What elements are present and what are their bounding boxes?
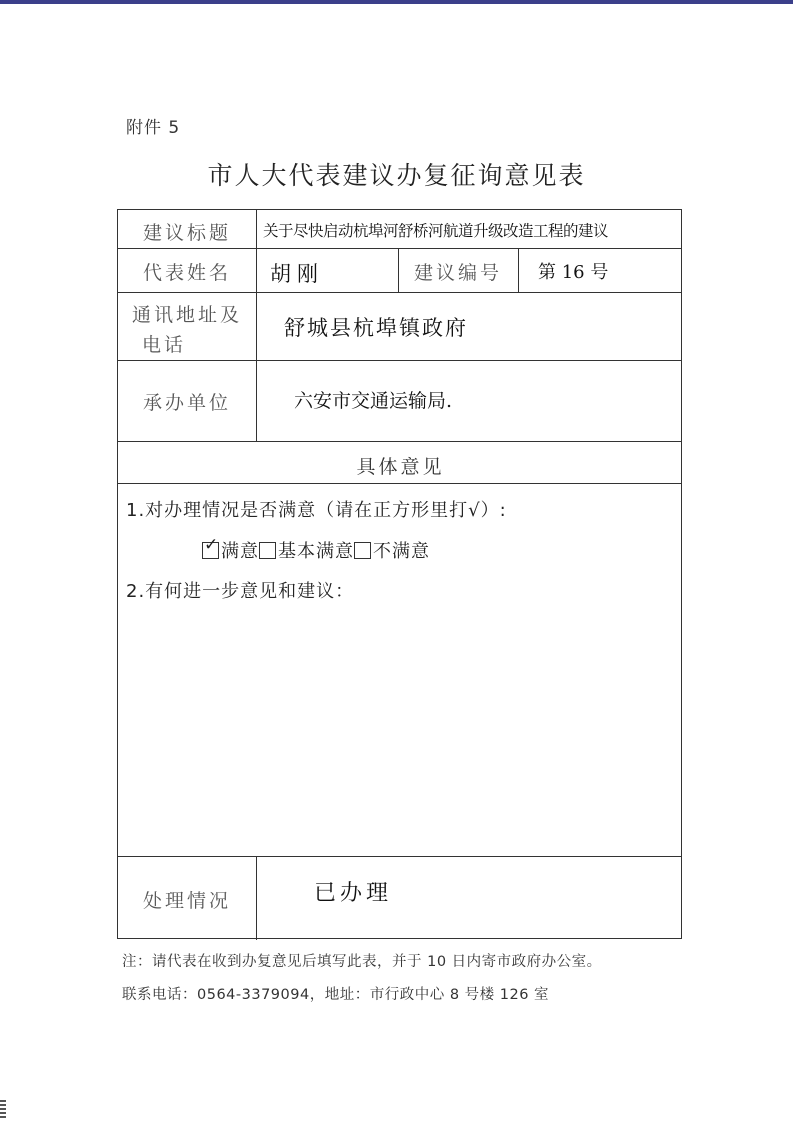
satisfied-checkbox[interactable]: ✓ [202, 542, 219, 559]
suggestion-number-label: 建议编号 [413, 262, 502, 284]
scan-mark [0, 1100, 6, 1118]
feedback-form-table [117, 209, 682, 939]
suggestion-number-value: 第 16 号 [538, 262, 609, 283]
row-divider [118, 856, 681, 857]
not-satisfied-checkbox[interactable] [354, 542, 371, 559]
option-satisfied-label: 满意 [221, 541, 259, 562]
question-2: 2.有何进一步意见和建议： [126, 581, 355, 602]
row-divider [118, 483, 681, 484]
row-divider [118, 360, 681, 361]
form-title: 市人大代表建议办复征询意见表 [207, 161, 586, 190]
question-1: 1.对办理情况是否满意（请在正方形里打√）: [126, 500, 507, 521]
handling-unit-value: 六安市交通运输局. [294, 390, 453, 412]
basically-satisfied-checkbox[interactable] [259, 542, 276, 559]
suggestion-title-value: 关于尽快启动杭埠河舒桥河航道升级改造工程的建议 [263, 222, 609, 240]
address-value: 舒城县杭埠镇政府 [284, 316, 468, 340]
row-divider [118, 292, 681, 293]
rep-name-label: 代表姓名 [142, 262, 231, 284]
scan-edge [0, 0, 793, 4]
suggestion-title-label: 建议标题 [142, 222, 231, 244]
attachment-label: 附件 5 [126, 118, 181, 138]
option-basically-satisfied-label: 基本满意 [278, 541, 354, 562]
opinion-section-header: 具体意见 [356, 456, 445, 478]
column-divider [256, 210, 257, 441]
option-not-satisfied-label: 不满意 [373, 541, 430, 562]
satisfaction-options [202, 537, 430, 563]
address-label-line1: 通讯地址及 [131, 304, 242, 326]
rep-name-value: 胡刚 [270, 262, 324, 286]
processing-status-label: 处理情况 [142, 890, 231, 912]
row-divider [118, 441, 681, 442]
column-divider [518, 248, 519, 292]
handling-unit-label: 承办单位 [142, 392, 231, 414]
note-instruction: 注：请代表在收到办复意见后填写此表，并于 10 日内寄市政府办公室。 [122, 954, 602, 970]
row-divider [118, 248, 681, 249]
column-divider [256, 856, 257, 940]
note-contact: 联系电话：0564-3379094，地址：市行政中心 8 号楼 126 室 [122, 987, 550, 1003]
address-label-line2: 电话 [141, 334, 186, 356]
processing-status-value: 已办理 [314, 881, 393, 906]
